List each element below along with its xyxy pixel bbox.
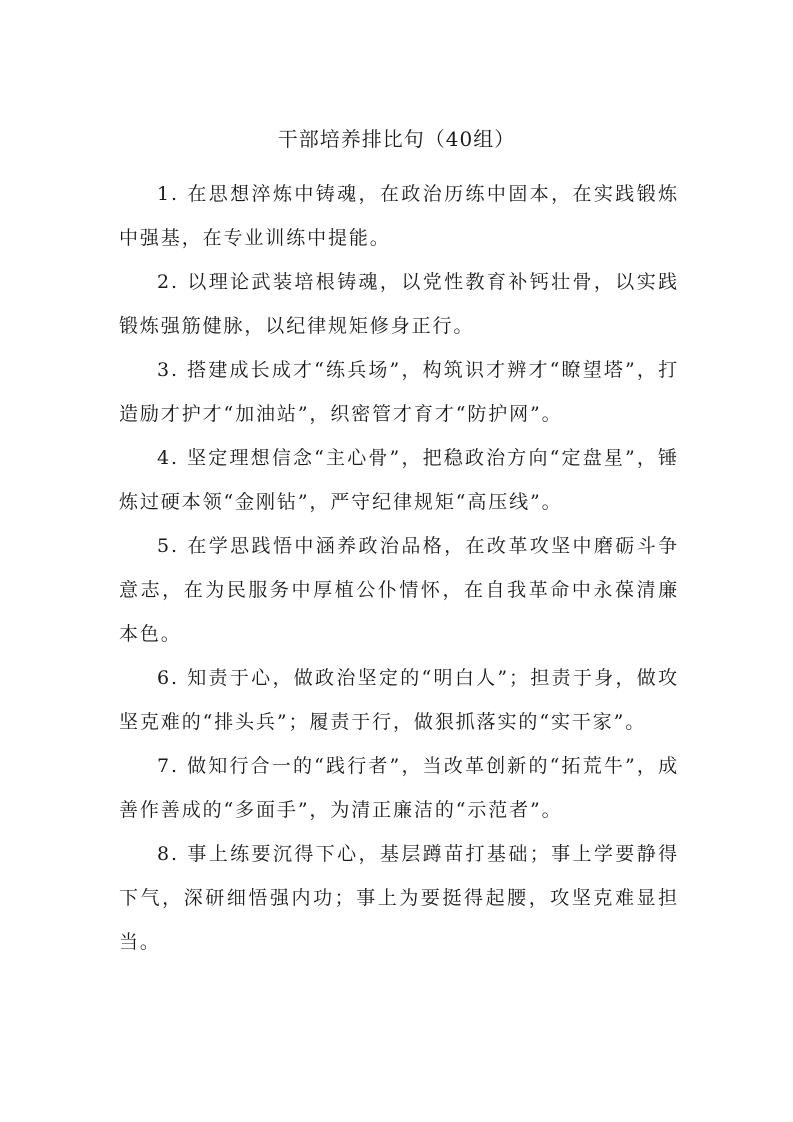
- paragraph-4: 4. 坚定理想信念“主心骨”，把稳政治方向“定盘星”，锤炼过硬本领“金刚钻”，严守纪律规矩“高压线”。: [119, 447, 679, 513]
- paragraph-5: 5. 在学思践悟中涵养政治品格，在改革攻坚中磨砺斗争意志，在为民服务中厚植公仆情怀，在自我革命中永葆清廉本色。: [119, 535, 679, 645]
- document-body: [119, 172, 679, 964]
- paragraph-3: 3. 搭建成长成才“练兵场”，构筑识才辨才“瞭望塔”，打造励才护才“加油站”，织密管才育才“防护网”。: [119, 359, 679, 425]
- paragraph-8: 8. 事上练要沉得下心，基层蹲苗打基础；事上学要静得下气，深研细悟强内功；事上为要挺得起腰，攻坚克难显担当。: [119, 843, 679, 953]
- paragraph-1: 1. 在思想淬炼中铸魂，在政治历练中固本，在实践锻炼中强基，在专业训练中提能。: [119, 183, 679, 249]
- document-title: 干部培养排比句（40组）: [277, 127, 516, 151]
- paragraph-6: 6. 知责于心，做政治坚定的“明白人”；担责于身，做攻坚克难的“排头兵”；履责于行，做狠抓落实的“实干家”。: [119, 667, 679, 733]
- paragraph-7: 7. 做知行合一的“践行者”，当改革创新的“拓荒牛”，成善作善成的“多面手”，为清正廉洁的“示范者”。: [119, 755, 679, 821]
- paragraph-2: 2. 以理论武装培根铸魂，以党性教育补钙壮骨，以实践锻炼强筋健脉，以纪律规矩修身正行。: [119, 271, 679, 337]
